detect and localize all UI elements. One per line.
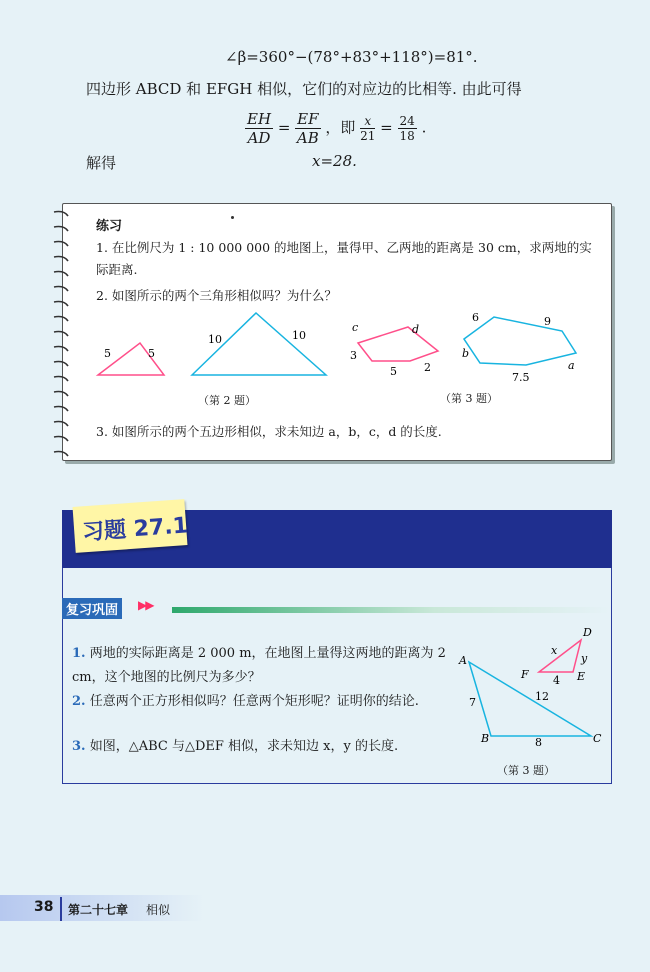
exercise-item-3: 3. 如图，△ABC 与△DEF 相似，求未知边 x，y 的长度. xyxy=(72,739,399,754)
solve-label: 解得 xyxy=(86,154,117,172)
practice-question-2: 2. 如图所示的两个三角形相似吗？为什么？ xyxy=(96,288,337,303)
chapter-label: 第二十七章 xyxy=(68,903,129,917)
practice-figures xyxy=(80,305,600,395)
fraction-x-21: $\frac{x}{21}$ xyxy=(360,114,376,143)
notebook-spiral-icon xyxy=(50,206,72,458)
label-12: 12 xyxy=(535,690,549,703)
exercise-title: 习题 27.1 xyxy=(81,513,189,546)
fig3-label-b: b xyxy=(462,347,470,360)
exercise-item-2: 2. 任意两个正方形相似吗？任意两个矩形呢？证明你的结论. xyxy=(72,694,419,709)
label-c: C xyxy=(593,732,602,745)
fraction-ef-ab: $\frac{EF}{AB}$ xyxy=(296,110,319,147)
large-pentagon xyxy=(464,317,576,365)
figure-caption-2: （第 2 题） xyxy=(198,394,256,407)
label-e: E xyxy=(577,670,586,683)
small-pentagon xyxy=(358,327,438,361)
fig3-label-3: 3 xyxy=(350,349,357,362)
similarity-statement: 四边形 ABCD 和 EFGH 相似，它们的对应边的比相等. 由此可得 xyxy=(86,80,522,98)
page-number: 38 xyxy=(34,899,54,915)
review-tag: 复习巩固 xyxy=(62,598,122,619)
fig2-label-left: 5 xyxy=(104,347,111,360)
review-divider xyxy=(172,607,610,613)
figure-caption-3: （第 3 题） xyxy=(440,392,498,405)
practice-title: 练习 xyxy=(96,219,123,234)
fig2-label-right: 5 xyxy=(148,347,155,360)
exercise-item-1: 1. 两地的实际距离是 2 000 m，在地图上量得这两地的距离为 2 cm，这个地图的比例尺为多少？ xyxy=(72,646,446,685)
fig3-label-a: a xyxy=(568,359,575,372)
fig2-label-10a: 10 xyxy=(208,333,222,346)
label-b: B xyxy=(481,732,490,745)
label-4: 4 xyxy=(553,674,560,687)
fig3-label-5: 5 xyxy=(390,365,397,378)
review-arrows-icon: ▶▶ xyxy=(138,598,153,612)
label-7: 7 xyxy=(469,696,476,709)
label-d: D xyxy=(583,626,592,639)
triangle-def xyxy=(539,640,581,672)
triangle-abc xyxy=(469,662,591,736)
fig3-label-7-5: 7.5 xyxy=(512,371,530,384)
exercise-figure xyxy=(455,622,610,747)
exercise-figure-caption: （第 3 题） xyxy=(497,764,555,777)
decor-dot xyxy=(231,216,234,219)
fraction-eh-ad: $\frac{EH}{AD}$ xyxy=(247,110,272,147)
ratio-equation: $\frac{EH}{AD}$ = $\frac{EF}{AB}$ ，即 $\frac{x}{21}$ = $\frac{24}{18}$ . xyxy=(247,110,427,147)
footer-separator xyxy=(60,897,62,921)
angle-equation: ∠β=360°−(78°+83°+118°)=81°. xyxy=(225,48,478,66)
solve-result: x=28. xyxy=(312,152,357,170)
label-f: F xyxy=(521,668,529,681)
fig3-label-d: d xyxy=(412,323,420,336)
fraction-24-18: $\frac{24}{18}$ xyxy=(399,114,415,143)
label-x: x xyxy=(551,644,558,657)
fig3-label-6: 6 xyxy=(472,311,479,324)
practice-question-1: 1. 在比例尺为 1 : 10 000 000 的地图上，量得甲、乙两地的距离是 30 cm，求两地的实际距离. xyxy=(96,240,592,277)
fig3-label-c: c xyxy=(352,321,359,334)
fig3-label-9: 9 xyxy=(544,315,551,328)
practice-question-3: 3. 如图所示的两个五边形相似，求未知边 a，b，c，d 的长度. xyxy=(96,424,442,439)
chapter-title: 相似 xyxy=(146,903,171,917)
label-8: 8 xyxy=(535,736,542,747)
label-y: y xyxy=(581,652,588,665)
fig2-label-10b: 10 xyxy=(292,329,306,342)
fig3-label-2: 2 xyxy=(424,361,431,374)
ji-text: ，即 xyxy=(325,118,356,137)
label-a: A xyxy=(459,654,467,667)
